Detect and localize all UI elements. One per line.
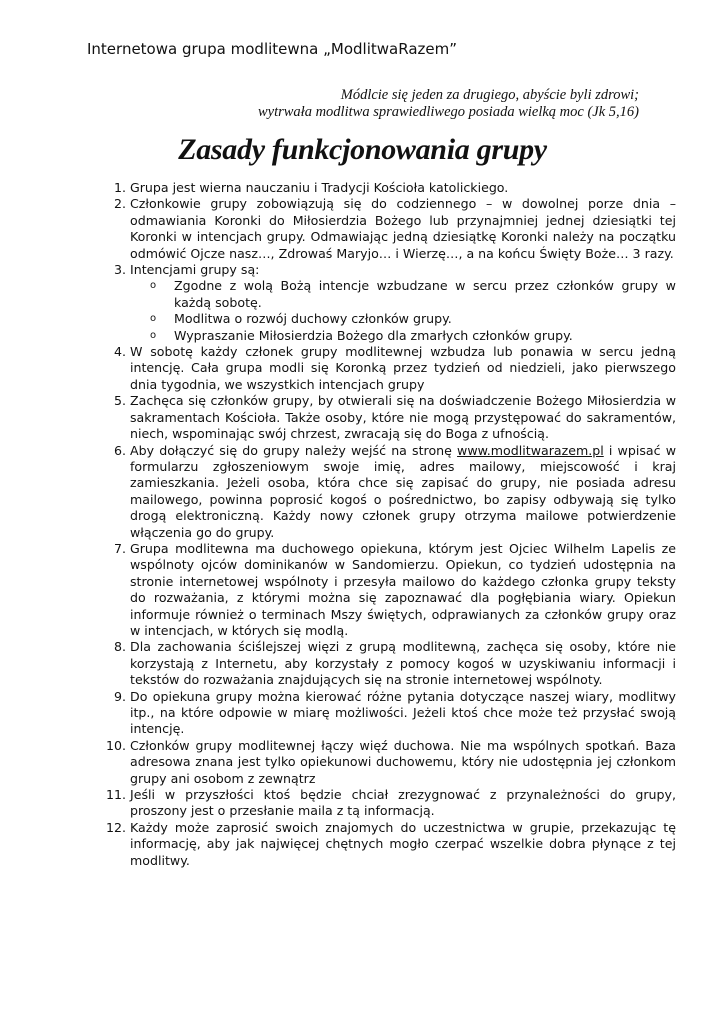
rule-6-text-after: i wpisać w formularzu zgłoszeniowym swoje imię, adres mailowy, miejscowość i kraj zamieszkania. Jeżeli osoba, która chce się zapisać do grupy, nie posiada adresu mailowego, powinna poprosić kogoś o pośrednictwo, bo zapisy odbywają się tylko drogą elektroniczną. Każdy nowy członek grupy otrzyma mailowe potwierdzenie włączenia go do grupy. [130,442,676,540]
website-link[interactable]: www.modlitwarazem.pl [457,442,604,458]
rule-7: 7. Grupa modlitewna ma duchowego opiekuna, którym jest Ojciec Wilhelm Lapelis ze wspólnoty ojców dominikanów w Sandomierzu. Opiekun, co tydzień udostępnia na stronie internetowej wspólnoty i przesyła mailowo do każdego członka grupy teksty do rozważania, z którymi można się zapoznawać dla pogłębiania wiary. Opiekun informuje również o terminach Mszy świętych, odprawianych za członków grupy oraz w intencjach, w których się modlą. [130,541,676,639]
rule-4: 4. W sobotę każdy członek grupy modlitewnej wzbudza lub ponawia w sercu jedną intencję. Cała grupa modli się Koronką przez tydzień od niedzieli, jako pierwszego dnia tygodnia, we wszystkich intencjach grupy [130,344,676,393]
document-header: Internetowa grupa modlitewna „ModlitwaRazem” [87,40,457,58]
circle-bullet-icon: o [150,280,157,292]
rule-3-text: Intencjami grupy są: [130,262,260,278]
page-title: Zasady funkcjonowania grupy [178,133,547,166]
rule-6 [130,443,676,541]
rule-12: 12. Każdy może zaprosić swoich znajomych do uczestnictwa w grupie, przekazując tę informację, aby jak najwięcej chętnych mogło czerpać wszelkie dobra płynące z tej modlitwy. [130,820,676,869]
circle-bullet-icon: o [150,329,157,341]
motto-quote [258,87,639,121]
intention-item: o Wypraszanie Miłosierdzia Bożego dla zmarłych członków grupy. [150,327,573,343]
intention-item: o Modlitwa o rozwój duchowy członków grupy. [150,311,452,327]
rule-8: 8. Dla zachowania ściślejszej więzi z grupą modlitewną, zachęca się osoby, które nie korzystają z Internetu, aby korzystały z pomocy kogoś w uzyskiwaniu informacji i tekstów do rozważania znajdujących się na stronie internetowej wspólnoty. [130,639,676,688]
rule-5: 5. Zachęca się członków grupy, by otwierali się na doświadczenie Bożego Miłosierdzia w sakramentach Kościoła. Także osoby, które nie mogą przystępować do sakramentów, niech, wspominając swój chrzest, zwracają się do Boga z ufnością. [130,393,676,442]
rule-6-text-before: Aby dołączyć się do grupy należy wejść na stronę [130,442,458,458]
motto-line-1: Módlcie się jeden za drugiego, abyście byli zdrowi; [340,87,639,103]
rule-11: 11. Jeśli w przyszłości ktoś będzie chciał zrezygnować z przynależności do grupy, proszony jest o przesłanie maila z tą informacją. [130,787,676,820]
intention-item: o Zgodne z wolą Bożą intencje wzbudzane w sercu przez członków grupy w każdą sobotę. [150,278,676,310]
rules-list [92,180,676,869]
rule-1: 1. Grupa jest wierna nauczaniu i Tradycji Kościoła katolickiego. [130,180,676,196]
rule-10: 10. Członków grupy modlitewnej łączy więź duchowa. Nie ma wspólnych spotkań. Baza adresowa znana jest tylko opiekunowi duchowemu, który nie udostępnia jej członkom grupy ani osobom z zewnątrz [130,738,676,787]
intentions-list [130,278,676,344]
motto-line-2: wytrwała modlitwa sprawiedliwego posiada wielką moc (Jk 5,16) [257,104,639,120]
rule-2: 2. Członkowie grupy zobowiązują się do codziennego – w dowolnej porze dnia – odmawiania Koronki do Miłosierdzia Bożego lub przynajmniej jednej dziesiątki tej Koronki w intencjach grupy. Odmawiając jedną dziesiątkę Koronki należy na początku odmówić Ojcze nasz…, Zdrowaś Maryjo… i Wierzę…, a na końcu Święty Boże… 3 razy. [130,196,676,262]
rule-9: 9. Do opiekuna grupy można kierować różne pytania dotyczące naszej wiary, modlitwy itp., na które odpowie w miarę możliwości. Jeżeli ktoś chce może też przysłać swoją intencję. [130,689,676,738]
rule-3 [130,262,676,344]
circle-bullet-icon: o [150,313,157,325]
